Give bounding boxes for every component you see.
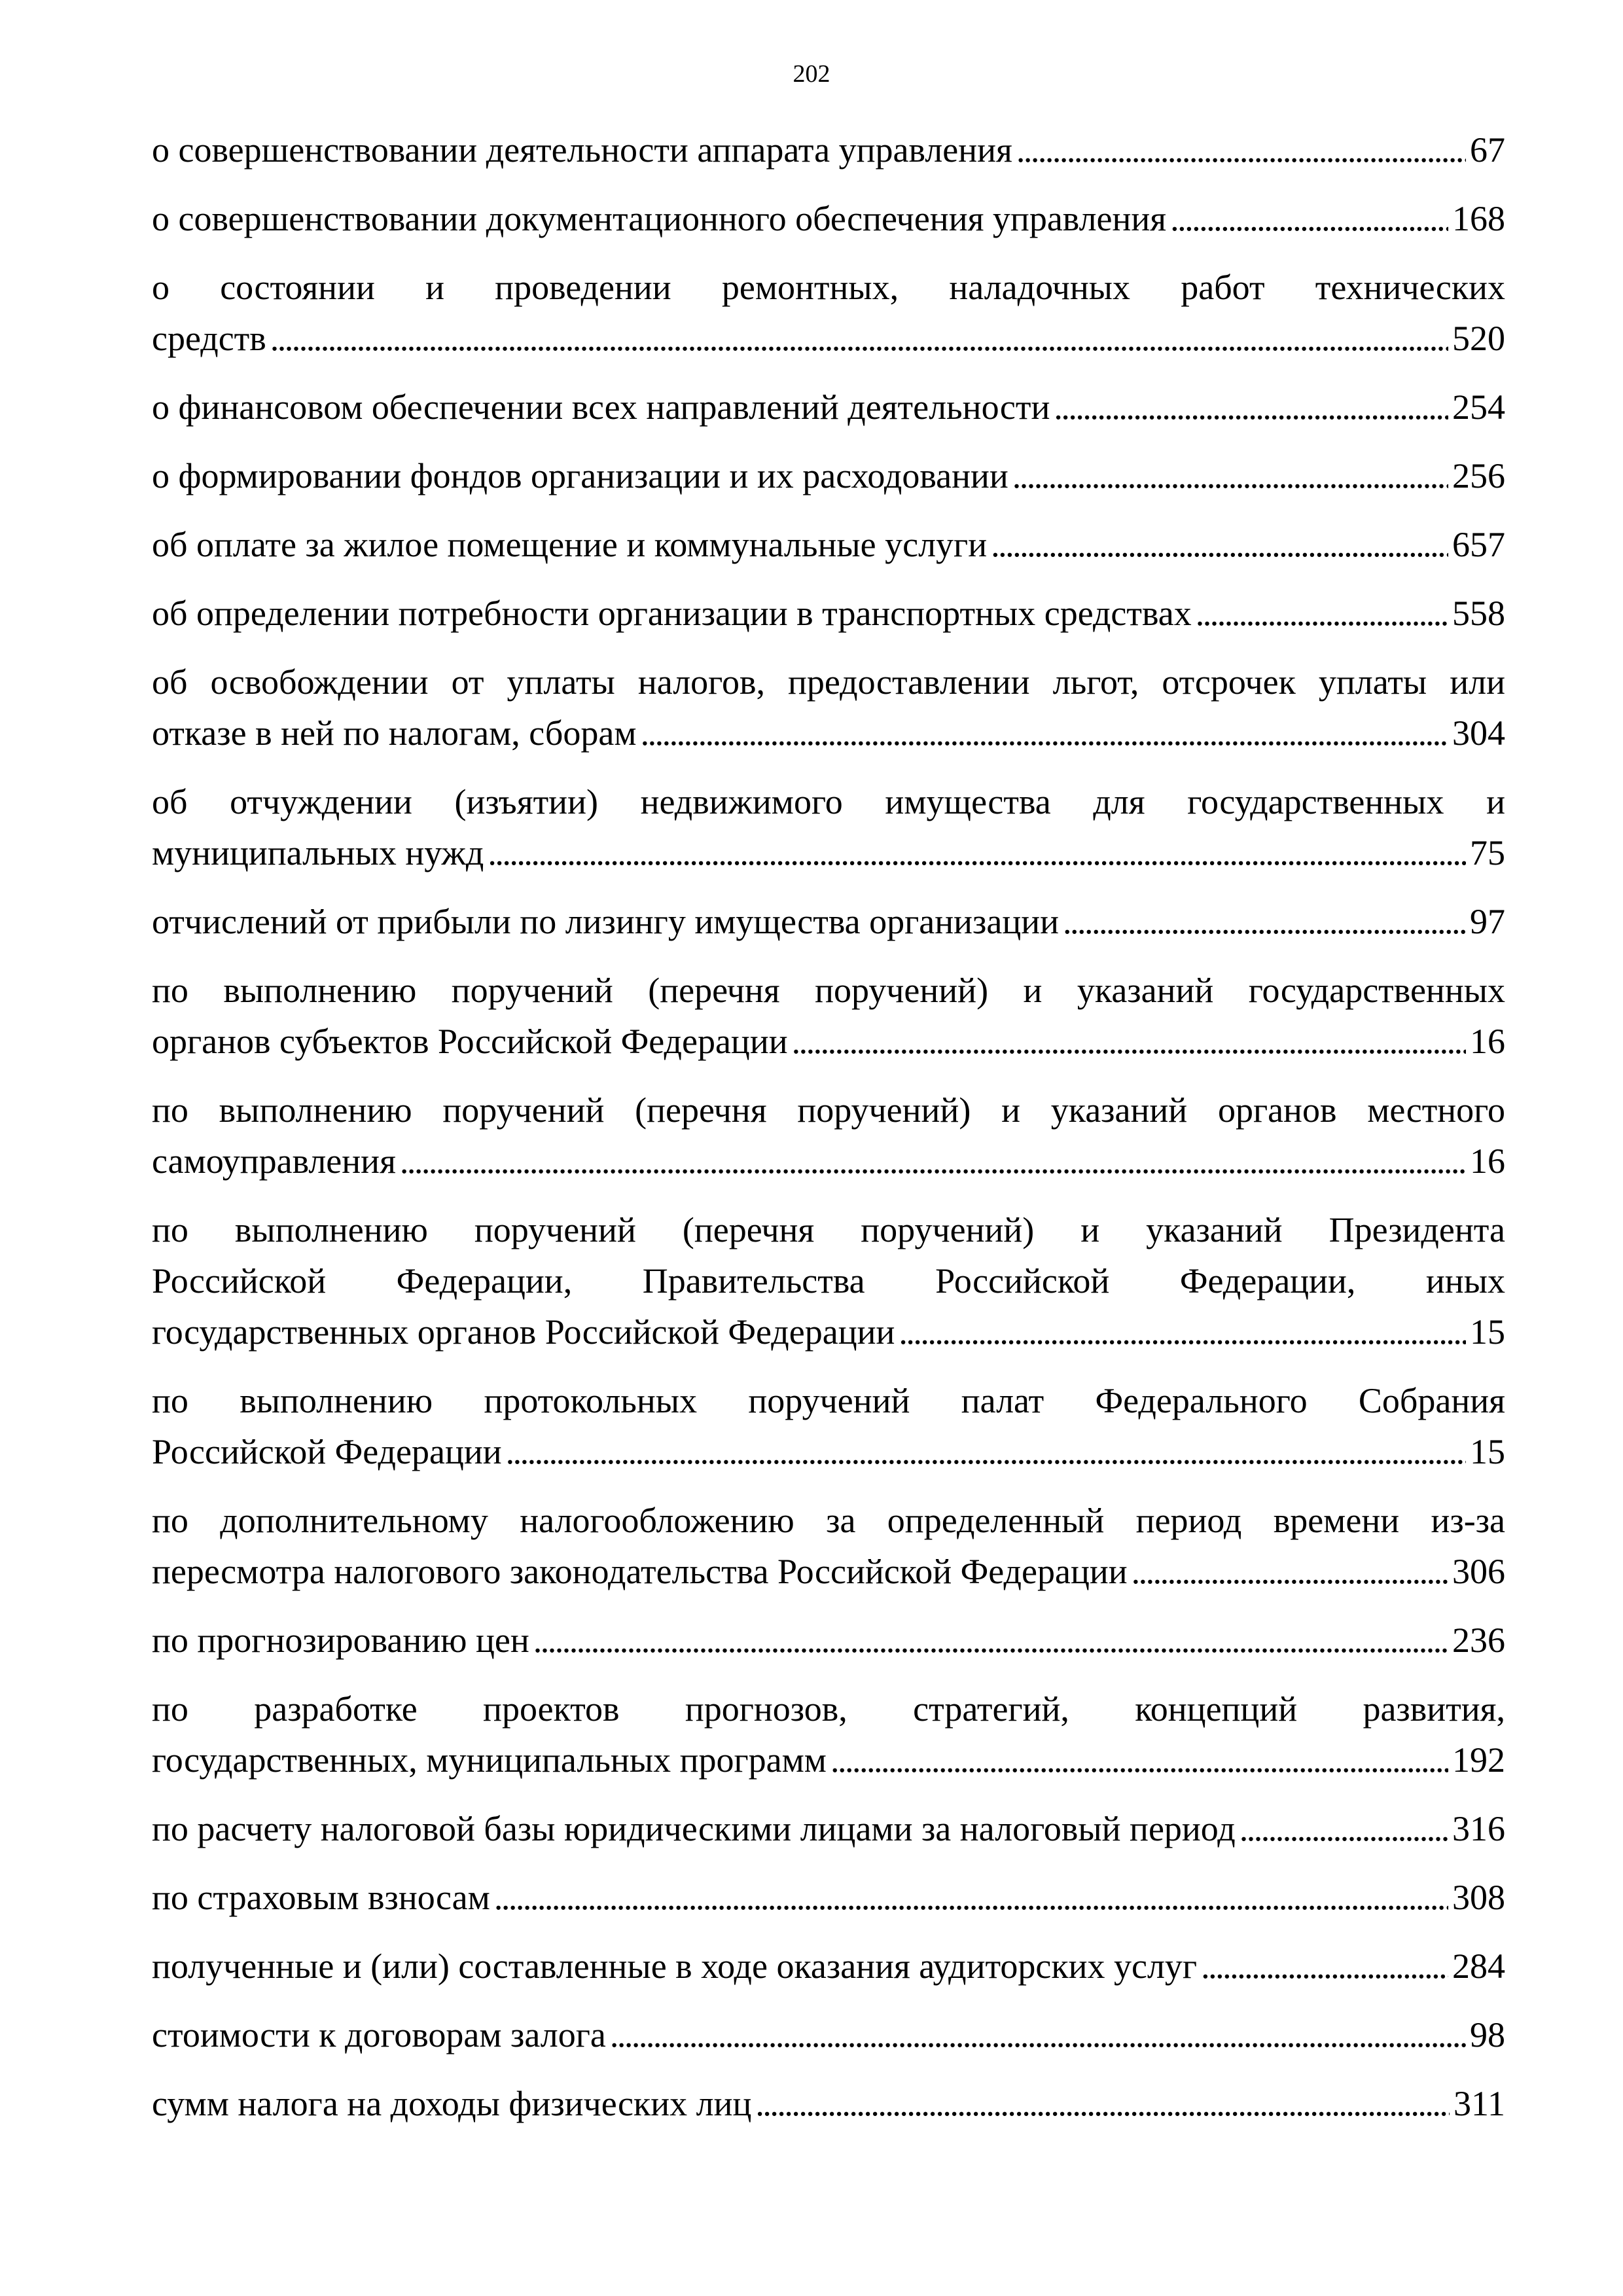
index-entry-text: полученные и (или) составленные в ходе оказания аудиторских услуг <box>152 1946 1198 1986</box>
dot-leader <box>641 708 1448 759</box>
index-entry <box>152 1085 1505 1187</box>
dot-leader <box>506 1426 1466 1477</box>
index-list <box>152 124 1505 2147</box>
index-entry-leader-line <box>152 588 1505 639</box>
index-entry-text: муниципальных нужд <box>152 833 484 872</box>
dot-leader <box>533 1615 1448 1666</box>
index-entry-page: 98 <box>1470 2015 1505 2054</box>
index-entry-leader-line <box>152 708 1505 759</box>
index-entry-leader-line <box>152 2078 1505 2129</box>
index-entry-line: об отчуждении (изъятии) недвижимого имущества для государственных и <box>152 782 1505 821</box>
index-entry <box>152 1941 1505 1992</box>
index-entry-text: по прогнозированию цен <box>152 1621 529 1660</box>
index-entry-page: 192 <box>1452 1740 1505 1780</box>
index-entry-page: 75 <box>1470 833 1505 872</box>
index-entry-page: 558 <box>1452 594 1505 633</box>
index-entry <box>152 450 1505 501</box>
dot-leader <box>494 1872 1448 1923</box>
index-entry <box>152 1683 1505 1785</box>
dot-leader <box>270 313 1448 364</box>
dot-leader <box>488 827 1466 878</box>
index-entry <box>152 193 1505 244</box>
index-entry-line: по выполнению протокольных поручений палат Федерального Собрания <box>152 1381 1505 1420</box>
dot-leader <box>899 1306 1466 1357</box>
index-entry-text: о совершенствовании деятельности аппарата управления <box>152 130 1012 170</box>
index-entry <box>152 262 1505 364</box>
index-entry-leader-line <box>152 1306 1505 1357</box>
index-entry <box>152 2078 1505 2129</box>
dot-leader <box>1132 1546 1448 1597</box>
index-entry-leader-line <box>152 1426 1505 1477</box>
index-entry <box>152 519 1505 570</box>
page-number: 202 <box>793 60 830 88</box>
index-entry-leader-line <box>152 1941 1505 1992</box>
index-entry-text: стоимости к договорам залога <box>152 2015 606 2054</box>
index-entry-text: о финансовом обеспечении всех направлений деятельности <box>152 387 1050 427</box>
index-entry-page: 256 <box>1452 456 1505 495</box>
index-entry-leader-line <box>152 193 1505 244</box>
index-entry <box>152 1495 1505 1597</box>
index-entry-leader-line <box>152 1734 1505 1785</box>
index-entry-page: 304 <box>1452 713 1505 753</box>
index-entry-line: по выполнению поручений (перечня поручений) и указаний органов местного <box>152 1090 1505 1130</box>
index-entry-page: 306 <box>1452 1552 1505 1591</box>
index-entry <box>152 1872 1505 1923</box>
index-entry-text: органов субъектов Российской Федерации <box>152 1022 788 1061</box>
index-entry <box>152 382 1505 433</box>
index-entry-page: 284 <box>1452 1946 1505 1986</box>
index-entry-page: 316 <box>1452 1809 1505 1848</box>
index-entry <box>152 1204 1505 1357</box>
dot-leader <box>400 1136 1466 1187</box>
index-entry <box>152 1803 1505 1854</box>
index-entry-text: государственных, муниципальных программ <box>152 1740 827 1780</box>
index-entry-page: 254 <box>1452 387 1505 427</box>
index-entry-text: об определении потребности организации в транспортных средствах <box>152 594 1192 633</box>
index-entry-page: 657 <box>1452 525 1505 564</box>
index-entry-leader-line <box>152 519 1505 570</box>
index-entry <box>152 588 1505 639</box>
index-entry <box>152 2009 1505 2060</box>
dot-leader <box>1063 896 1466 947</box>
index-entry-text: по расчету налоговой базы юридическими лицами за налоговый период <box>152 1809 1236 1848</box>
index-entry-line: по дополнительному налогообложению за определенный период времени из-за <box>152 1501 1505 1540</box>
index-entry-line: по выполнению поручений (перечня поручений) и указаний Президента <box>152 1210 1505 1249</box>
index-entry-text: Российской Федерации <box>152 1432 502 1471</box>
index-entry-line: об освобождении от уплаты налогов, предоставлении льгот, отсрочек уплаты или <box>152 662 1505 702</box>
index-entry-page: 311 <box>1454 2084 1505 2123</box>
index-entry-leader-line <box>152 2009 1505 2060</box>
dot-leader <box>1170 193 1448 244</box>
index-entry-line: по выполнению поручений (перечня поручений) и указаний государственных <box>152 971 1505 1010</box>
index-entry <box>152 1375 1505 1477</box>
index-entry-page: 67 <box>1470 130 1505 170</box>
index-entry-text: государственных органов Российской Федерации <box>152 1312 895 1352</box>
dot-leader <box>1240 1803 1448 1854</box>
index-entry <box>152 896 1505 947</box>
index-entry <box>152 776 1505 878</box>
index-entry-line: о состоянии и проведении ремонтных, наладочных работ технических <box>152 268 1505 307</box>
index-entry-page: 520 <box>1452 319 1505 358</box>
dot-leader <box>991 519 1448 570</box>
dot-leader <box>610 2009 1466 2060</box>
index-entry-leader-line <box>152 1016 1505 1067</box>
index-entry-page: 16 <box>1470 1141 1505 1181</box>
index-entry-leader-line <box>152 1872 1505 1923</box>
index-entry-line: Российской Федерации, Правительства Российской Федерации, иных <box>152 1261 1505 1300</box>
index-entry <box>152 124 1505 175</box>
index-entry <box>152 965 1505 1067</box>
index-entry-page: 236 <box>1452 1621 1505 1660</box>
index-entry <box>152 1615 1505 1666</box>
index-entry-text: самоуправления <box>152 1141 396 1181</box>
dot-leader <box>1012 450 1448 501</box>
index-entry-text: сумм налога на доходы физических лиц <box>152 2084 752 2123</box>
index-entry-leader-line <box>152 1136 1505 1187</box>
index-entry-leader-line <box>152 124 1505 175</box>
index-entry-page: 16 <box>1470 1022 1505 1061</box>
index-entry-leader-line <box>152 1546 1505 1597</box>
dot-leader <box>755 2078 1450 2129</box>
index-entry-line: по разработке проектов прогнозов, стратегий, концепций развития, <box>152 1689 1505 1729</box>
index-entry-page: 15 <box>1470 1312 1505 1352</box>
index-entry-leader-line <box>152 1803 1505 1854</box>
dot-leader <box>830 1734 1448 1785</box>
index-entry-leader-line <box>152 827 1505 878</box>
index-entry-text: отказе в ней по налогам, сборам <box>152 713 637 753</box>
index-entry-text: по страховым взносам <box>152 1878 490 1917</box>
index-entry-page: 308 <box>1452 1878 1505 1917</box>
index-entry <box>152 656 1505 759</box>
index-entry-page: 168 <box>1452 199 1505 238</box>
index-entry-text: пересмотра налогового законодательства Российской Федерации <box>152 1552 1128 1591</box>
index-entry-text: о формировании фондов организации и их расходовании <box>152 456 1008 495</box>
index-entry-leader-line <box>152 1615 1505 1666</box>
dot-leader <box>1196 588 1448 639</box>
index-entry-page: 97 <box>1470 902 1505 941</box>
index-entry-text: о совершенствовании документационного обеспечения управления <box>152 199 1167 238</box>
dot-leader <box>1054 382 1448 433</box>
dot-leader <box>1016 124 1466 175</box>
index-entry-text: средств <box>152 319 266 358</box>
index-entry-leader-line <box>152 382 1505 433</box>
index-entry-text: об оплате за жилое помещение и коммунальные услуги <box>152 525 988 564</box>
dot-leader <box>1201 1941 1448 1992</box>
index-entry-leader-line <box>152 896 1505 947</box>
index-entry-leader-line <box>152 450 1505 501</box>
index-entry-page: 15 <box>1470 1432 1505 1471</box>
index-entry-leader-line <box>152 313 1505 364</box>
dot-leader <box>792 1016 1466 1067</box>
index-entry-text: отчислений от прибыли по лизингу имущества организации <box>152 902 1060 941</box>
